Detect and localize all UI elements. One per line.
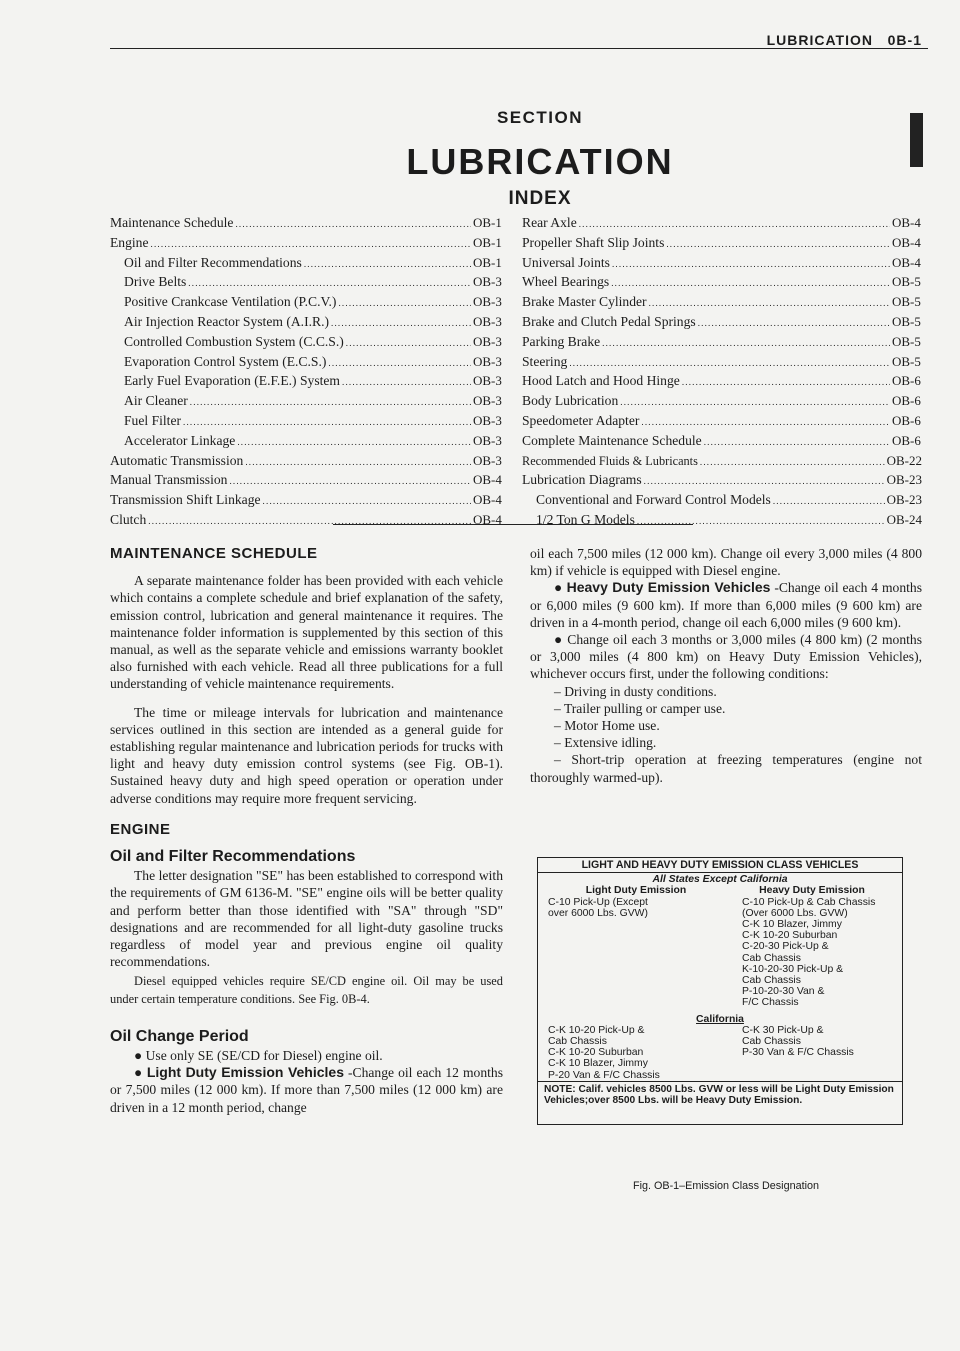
toc-entry-page: OB-1 xyxy=(473,234,502,250)
table-title: LIGHT AND HEAVY DUTY EMISSION CLASS VEHICLES xyxy=(538,858,902,873)
header-rule xyxy=(110,48,928,49)
toc-entry xyxy=(110,353,503,373)
toc-entry-label: Brake Master Cylinder xyxy=(522,294,647,310)
toc-entry xyxy=(522,511,922,531)
toc-entry-page: OB-5 xyxy=(892,353,921,369)
toc-entry-page: OB-4 xyxy=(892,254,921,270)
toc-entry xyxy=(522,372,922,392)
toc-leader-dots xyxy=(328,353,471,373)
toc-entry xyxy=(522,234,922,254)
toc-entry xyxy=(110,214,503,234)
bullet-item: ● Change oil each 3 months or 3,000 miles (4 800 km) (2 months or 3,000 miles (4 800 km) on Heavy Duty Emission Vehicles), whichever occurs first, under the following conditions: xyxy=(530,632,922,682)
bullet-item: ● Heavy Duty Emission Vehicles -Change oil each 4 months or 6,000 miles (9 600 km). If more than 6,000 miles (9 600 km) are driven in a 4-month period, change oil each 6,000 miles (9 600 km). xyxy=(530,579,923,630)
table-line: C-K 10 Blazer, Jimmy xyxy=(742,919,842,931)
toc-entry-page: OB-24 xyxy=(886,511,922,527)
table-subtitle: All States Except California xyxy=(652,874,788,886)
toc-leader-dots xyxy=(773,491,885,511)
toc-leader-dots xyxy=(649,293,890,313)
toc-leader-dots xyxy=(229,471,471,491)
maintenance-heading: MAINTENANCE SCHEDULE xyxy=(110,545,318,562)
toc-entry-label: Drive Belts xyxy=(124,274,187,290)
toc-entry-page: OB-3 xyxy=(473,393,502,409)
toc-entry-page: OB-23 xyxy=(886,492,922,508)
toc-entry xyxy=(110,452,503,472)
toc-entry-page: OB-22 xyxy=(886,452,922,468)
left-text-column xyxy=(110,545,503,1116)
right-text-column xyxy=(530,545,922,786)
toc-leader-dots xyxy=(183,412,471,432)
toc-leader-dots xyxy=(666,234,890,254)
toc-entry xyxy=(522,333,922,353)
toc-entry xyxy=(522,491,922,511)
toc-entry-page: OB-3 xyxy=(473,432,502,448)
toc-entry xyxy=(110,511,503,531)
toc-entry-page: OB-3 xyxy=(473,353,502,369)
toc-entry-label: Air Cleaner xyxy=(124,393,188,409)
condition-item: – Motor Home use. xyxy=(554,718,660,734)
toc-leader-dots xyxy=(620,392,890,412)
toc-entry xyxy=(522,353,922,373)
toc-entry xyxy=(110,333,503,353)
toc-entry xyxy=(522,471,922,491)
toc-leader-dots xyxy=(698,313,890,333)
toc-leader-dots xyxy=(148,511,471,531)
toc-leader-dots xyxy=(637,511,885,531)
oil-change-continued: oil each 7,500 miles (12 000 km). Change oil every 3,000 miles (4 800 km) if vehicle is equipped with Diesel engine. xyxy=(530,546,922,579)
table-line: P-10-20-30 Van & xyxy=(742,986,825,998)
toc-entry-label: Air Injection Reactor System (A.I.R.) xyxy=(124,313,329,329)
toc-entry-label: Positive Crankcase Ventilation (P.C.V.) xyxy=(124,294,337,310)
toc-leader-dots xyxy=(346,333,471,353)
toc-leader-dots xyxy=(611,273,890,293)
table-line: C-20-30 Pick-Up & xyxy=(742,941,829,953)
toc-entry xyxy=(522,432,922,452)
toc-entry-label: Speedometer Adapter xyxy=(522,412,640,428)
toc-entry xyxy=(110,234,503,254)
maintenance-paragraph: The time or mileage intervals for lubrication and maintenance services outlined in this section are intended as a general guide for establishing regular maintenance and lubrication periods for trucks with light and heavy duty emission control systems (see Fig. OB-1). Sustained heavy duty and high speed operation or operation under adverse conditions may require more frequent servicing. xyxy=(110,704,503,806)
california-heavy-column xyxy=(724,1025,900,1081)
toc-entry-label: Evaporation Control System (E.C.S.) xyxy=(124,353,327,369)
toc-entry-label: Lubrication Diagrams xyxy=(522,472,642,488)
toc-leader-dots xyxy=(700,452,885,472)
toc-entry xyxy=(522,452,922,472)
toc-entry-label: Steering xyxy=(522,353,568,369)
toc-leader-dots xyxy=(579,214,890,234)
toc-entry-page: OB-3 xyxy=(473,412,502,428)
toc-leader-dots xyxy=(612,254,890,274)
emission-class-table xyxy=(537,857,903,1125)
toc-leader-dots xyxy=(190,392,471,412)
toc-leader-dots xyxy=(342,372,471,392)
toc-entry-page: OB-23 xyxy=(886,472,922,488)
oil-change-heading: Oil Change Period xyxy=(110,1027,249,1045)
toc-entry xyxy=(522,254,922,274)
engine-paragraph: The letter designation "SE" has been established to correspond with the requirements of GM 6136-M. "SE" engine oils will be better quality and perform better than those identified with "SA" through "SD" designations and are recommended for all light-duty gasoline trucks regardless of model year and previous engine oil quality recommendations. xyxy=(110,868,503,970)
table-line: C-K 10-20 Suburban xyxy=(742,930,838,942)
toc-leader-dots xyxy=(569,353,890,373)
toc-entry-page: OB-6 xyxy=(892,412,921,428)
table-line: Cab Chassis xyxy=(742,975,801,987)
toc-entry-label: Recommended Fluids & Lubricants xyxy=(522,453,698,468)
toc-entry-page: OB-6 xyxy=(892,373,921,389)
toc-entry-label: 1/2 Ton G Models xyxy=(536,511,635,527)
light-duty-heading: Light Duty Emission xyxy=(585,885,687,897)
condition-item: – Driving in dusty conditions. xyxy=(554,683,717,699)
table-line: C-K 10-20 Pick-Up & xyxy=(548,1024,645,1036)
condition-item: – Short-trip operation at freezing temperatures (engine not thoroughly warmed-up). xyxy=(530,752,922,785)
toc-entry-label: Clutch xyxy=(110,511,147,527)
toc-entry-page: OB-3 xyxy=(473,274,502,290)
toc-entry-label: Fuel Filter xyxy=(124,412,182,428)
toc-entry-page: OB-4 xyxy=(473,492,502,508)
condition-item: – Extensive idling. xyxy=(554,735,657,751)
toc-entry xyxy=(522,273,922,293)
toc-entry-page: OB-4 xyxy=(892,215,921,230)
table-line: P-30 Van & F/C Chassis xyxy=(742,1047,854,1059)
toc-entry-label: Rear Axle xyxy=(522,215,577,230)
toc-entry-page: OB-6 xyxy=(892,432,921,448)
table-line: C-10 Pick-Up & Cab Chassis xyxy=(742,896,876,908)
toc-entry xyxy=(110,471,503,491)
toc-entry-label: Complete Maintenance Schedule xyxy=(522,432,702,448)
toc-left-column xyxy=(110,214,503,531)
toc-entry-page: OB-5 xyxy=(892,294,921,310)
toc-entry-page: OB-4 xyxy=(473,472,502,488)
toc-entry-label: Accelerator Linkage xyxy=(124,432,236,448)
bullet-item: ● Use only SE (SE/CD for Diesel) engine oil. xyxy=(134,1048,383,1064)
toc-entry xyxy=(522,313,922,333)
toc-entry-page: OB-4 xyxy=(892,234,921,250)
engine-paragraph: Diesel equipped vehicles require SE/CD engine oil. Oil may be used under certain temperature conditions. See Fig. 0B-4. xyxy=(110,974,503,1006)
toc-entry-page: OB-5 xyxy=(892,333,921,349)
california-heading: California xyxy=(696,1013,744,1025)
toc-leader-dots xyxy=(235,214,471,234)
toc-entry-page: OB-6 xyxy=(892,393,921,409)
toc-entry-page: OB-3 xyxy=(473,333,502,349)
toc-entry-label: Propeller Shaft Slip Joints xyxy=(522,234,665,250)
toc-entry xyxy=(522,412,922,432)
index-label: INDEX xyxy=(508,188,572,209)
toc-entry-label: Engine xyxy=(110,234,149,250)
conditions-list xyxy=(530,683,922,786)
toc-entry-page: OB-3 xyxy=(473,452,502,468)
toc-entry xyxy=(110,313,503,333)
toc-entry-page: OB-5 xyxy=(892,313,921,329)
table-line: Cab Chassis xyxy=(548,1036,607,1048)
toc-entry-label: Parking Brake xyxy=(522,333,601,349)
toc-entry-label: Early Fuel Evaporation (E.F.E.) System xyxy=(124,373,340,389)
table-line: P-20 Van & F/C Chassis xyxy=(548,1069,660,1081)
section-title: LUBRICATION xyxy=(406,141,674,182)
toc-leader-dots xyxy=(188,273,471,293)
toc-leader-dots xyxy=(682,372,890,392)
toc-entry-label: Wheel Bearings xyxy=(522,274,610,290)
toc-entry xyxy=(110,273,503,293)
toc-entry xyxy=(110,293,503,313)
engine-heading: ENGINE xyxy=(110,820,171,838)
table-line: C-K 30 Pick-Up & xyxy=(742,1024,824,1036)
toc-leader-dots xyxy=(704,432,890,452)
california-light-column xyxy=(540,1025,724,1081)
table-line: Cab Chassis xyxy=(742,952,801,964)
table-note: NOTE: Calif. vehicles 8500 Lbs. GVW or less will be Light Duty Emission Vehicles;over 8500 Lbs. will be Heavy Duty Emission. xyxy=(538,1081,902,1108)
table-line: C-K 10-20 Suburban xyxy=(548,1047,644,1059)
toc-entry xyxy=(110,432,503,452)
toc-right-column xyxy=(522,214,922,531)
table-line: C-K 10 Blazer, Jimmy xyxy=(548,1058,648,1070)
toc-leader-dots xyxy=(151,234,471,254)
toc-entry xyxy=(110,412,503,432)
toc-entry xyxy=(522,293,922,313)
toc-leader-dots xyxy=(641,412,890,432)
toc-entry-label: Brake and Clutch Pedal Springs xyxy=(522,313,696,329)
toc-entry-label: Manual Transmission xyxy=(110,472,228,488)
divider xyxy=(333,524,693,525)
toc-entry-page: OB-5 xyxy=(892,274,921,290)
toc-entry-page: OB-3 xyxy=(473,313,502,329)
toc-leader-dots xyxy=(644,471,885,491)
table-line: F/C Chassis xyxy=(742,997,799,1009)
toc-entry xyxy=(110,254,503,274)
toc-entry-label: Controlled Combustion System (C.C.S.) xyxy=(124,333,344,349)
toc-entry xyxy=(522,214,922,234)
toc-leader-dots xyxy=(602,333,890,353)
toc-entry-label: Maintenance Schedule xyxy=(110,215,234,230)
toc-leader-dots xyxy=(237,432,471,452)
toc-entry xyxy=(110,392,503,412)
bullet-item: ● Light Duty Emission Vehicles -Change oil each 12 months or 7,500 miles (12 000 km). If more than 7,500 miles (12 000 km) are driven in a 12 month period, change xyxy=(110,1064,503,1115)
toc-entry-label: Transmission Shift Linkage xyxy=(110,492,261,508)
condition-item: – Trailer pulling or camper use. xyxy=(554,700,726,716)
table-line: K-10-20-30 Pick-Up & xyxy=(742,963,844,975)
section-label: SECTION xyxy=(496,108,584,127)
toc-entry xyxy=(110,372,503,392)
toc-entry-label: Hood Latch and Hood Hinge xyxy=(522,373,680,389)
heavy-duty-column xyxy=(724,885,900,1008)
toc-entry-label: Oil and Filter Recommendations xyxy=(124,254,302,270)
toc-entry-page: OB-1 xyxy=(473,254,502,270)
toc-leader-dots xyxy=(245,452,471,472)
toc-leader-dots xyxy=(304,254,471,274)
light-duty-column xyxy=(540,885,724,1008)
toc-entry-page: OB-3 xyxy=(473,373,502,389)
toc-entry-label: Body Lubrication xyxy=(522,393,619,409)
maintenance-paragraph: A separate maintenance folder has been provided with each vehicle which contains a complete schedule and brief explanation of the safety, emission control, lubrication and general maintenance it requires. The maintenance folder information is supplemented by this section of this manual, as well as the separate vehicle and emissions warranty booklet also furnished with each vehicle. Read all three publications for a full understanding of vehicle maintenance requirements. xyxy=(110,573,503,692)
toc-entry xyxy=(522,392,922,412)
toc-entry-label: Conventional and Forward Control Models xyxy=(536,492,771,508)
toc-entry-label: Automatic Transmission xyxy=(110,452,244,468)
toc-entry-page: OB-3 xyxy=(473,294,502,310)
toc-leader-dots xyxy=(338,293,471,313)
table-line: C-10 Pick-Up (Except xyxy=(548,896,648,908)
oil-filter-heading: Oil and Filter Recommendations xyxy=(110,848,356,866)
toc-entry-page: OB-4 xyxy=(473,511,502,527)
toc-entry xyxy=(110,491,503,511)
table-line: over 6000 Lbs. GVW) xyxy=(548,907,648,919)
table-line: (Over 6000 Lbs. GVW) xyxy=(742,907,848,919)
toc-leader-dots xyxy=(331,313,471,333)
toc-leader-dots xyxy=(263,491,471,511)
table-line: Cab Chassis xyxy=(742,1036,801,1048)
toc-entry-label: Universal Joints xyxy=(522,254,610,270)
heavy-duty-heading: Heavy Duty Emission xyxy=(759,885,865,897)
toc-entry-page: OB-1 xyxy=(473,215,502,230)
running-header: LUBRICATION 0B-1 xyxy=(766,32,922,48)
figure-caption: Fig. OB-1–Emission Class Designation xyxy=(632,1180,820,1192)
